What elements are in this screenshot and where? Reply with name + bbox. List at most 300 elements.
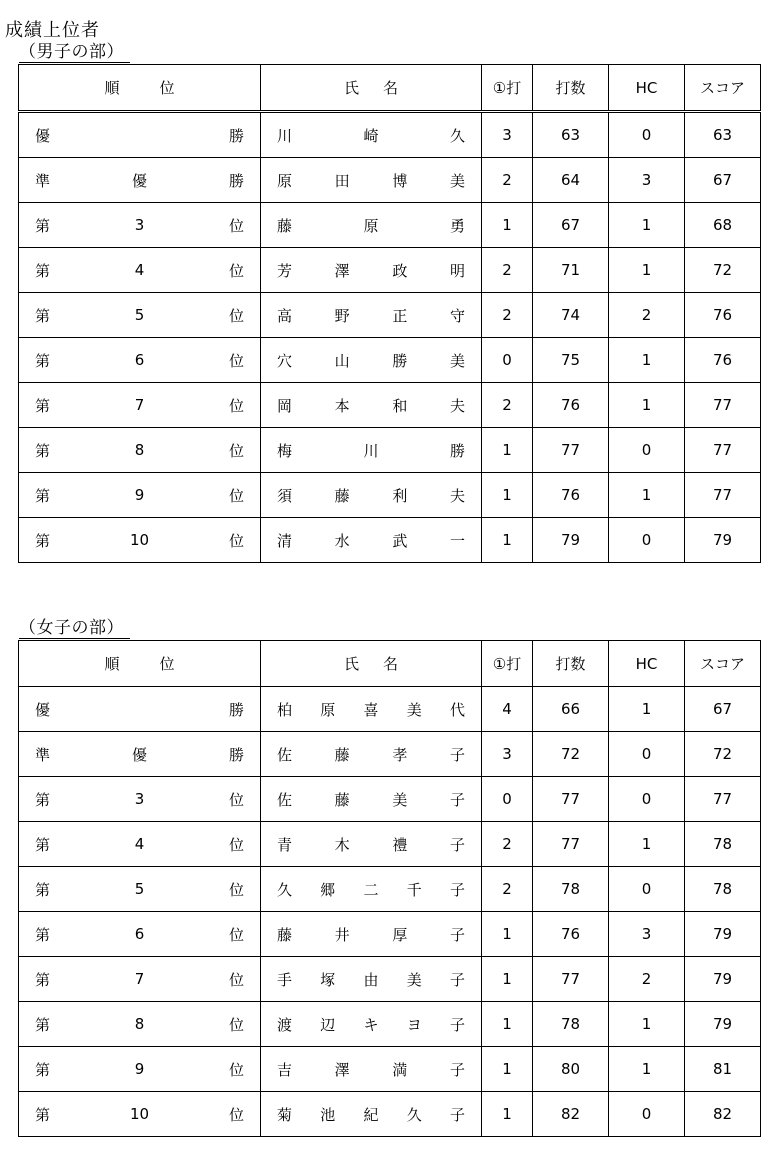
rank-char: 位	[228, 486, 244, 505]
hc-cell: 3	[609, 912, 685, 957]
player-name	[277, 530, 465, 551]
name-char: 政	[392, 261, 408, 280]
hc-cell: 0	[609, 867, 685, 912]
name-char: 芳	[277, 261, 293, 280]
score-cell: 78	[685, 822, 761, 867]
first-strokes-cell: 2	[482, 383, 533, 428]
rank-char: 第	[35, 486, 51, 505]
name-char: 夫	[449, 486, 465, 505]
rank-text	[35, 125, 244, 146]
hc-cell: 0	[609, 732, 685, 777]
name-cell	[261, 248, 482, 293]
name-char: 明	[449, 261, 465, 280]
rank-char: 第	[35, 925, 51, 944]
name-char: 美	[392, 790, 408, 809]
strokes-cell: 77	[533, 428, 609, 473]
rank-text	[35, 1059, 244, 1080]
rank-text	[35, 789, 244, 810]
player-name	[277, 395, 465, 416]
strokes-header: 打数	[533, 641, 609, 687]
name-header	[261, 65, 482, 112]
player-name	[277, 699, 465, 720]
strokes-cell: 78	[533, 867, 609, 912]
strokes-cell: 75	[533, 338, 609, 383]
first-strokes-cell: 1	[482, 1047, 533, 1092]
rank-char: 5	[134, 880, 145, 898]
name-char: 勝	[449, 441, 465, 460]
name-char: 紀	[363, 1105, 379, 1124]
rank-header	[19, 65, 261, 112]
strokes-cell: 64	[533, 158, 609, 203]
player-name	[277, 170, 465, 191]
strokes-cell: 80	[533, 1047, 609, 1092]
name-char: 美	[449, 171, 465, 190]
rank-cell	[19, 428, 261, 473]
name-cell	[261, 473, 482, 518]
name-char: 喜	[363, 700, 379, 719]
name-char: 辺	[320, 1015, 336, 1034]
name-char: 高	[277, 306, 293, 325]
hc-cell: 1	[609, 822, 685, 867]
table-row	[19, 957, 761, 1002]
hc-cell: 3	[609, 158, 685, 203]
first-strokes-cell: 3	[482, 732, 533, 777]
rank-char: 10	[129, 531, 150, 549]
name-char: 渡	[277, 1015, 293, 1034]
rank-cell	[19, 867, 261, 912]
rank-char: 第	[35, 216, 51, 235]
name-char: 菊	[277, 1105, 293, 1124]
name-char: 川	[277, 126, 293, 145]
hc-cell: 1	[609, 687, 685, 732]
name-char: 夫	[449, 396, 465, 415]
player-name	[277, 260, 465, 281]
name-header-char: 名	[383, 79, 399, 97]
strokes-cell: 79	[533, 518, 609, 563]
table-row	[19, 867, 761, 912]
rank-text	[35, 215, 244, 236]
first-strokes-cell: 1	[482, 473, 533, 518]
name-char: 美	[449, 351, 465, 370]
name-char: 澤	[334, 261, 350, 280]
rank-cell	[19, 293, 261, 338]
score-cell: 76	[685, 338, 761, 383]
score-cell: 77	[685, 777, 761, 822]
name-char: 澤	[334, 1060, 350, 1079]
first-strokes-cell: 3	[482, 112, 533, 158]
strokes-cell: 77	[533, 957, 609, 1002]
player-name	[277, 215, 465, 236]
name-char: 子	[449, 835, 465, 854]
score-cell: 82	[685, 1092, 761, 1137]
name-char: 由	[363, 970, 379, 989]
rank-char: 位	[228, 790, 244, 809]
rank-header	[19, 641, 261, 687]
strokes-cell: 77	[533, 777, 609, 822]
score-header: スコア	[685, 65, 761, 112]
rank-char: 第	[35, 396, 51, 415]
name-char: 木	[334, 835, 350, 854]
hc-cell: 1	[609, 248, 685, 293]
strokes-cell: 76	[533, 473, 609, 518]
name-cell	[261, 1092, 482, 1137]
score-cell: 72	[685, 732, 761, 777]
score-cell: 81	[685, 1047, 761, 1092]
first-strokes-cell: 0	[482, 338, 533, 383]
rank-cell	[19, 473, 261, 518]
name-char: 塚	[320, 970, 336, 989]
hc-cell: 0	[609, 1092, 685, 1137]
women-section-title: （女子の部）	[19, 618, 130, 639]
name-char: 井	[334, 925, 350, 944]
table-row	[19, 158, 761, 203]
rank-char: 位	[228, 835, 244, 854]
table-row	[19, 1002, 761, 1047]
table-row	[19, 383, 761, 428]
score-cell: 77	[685, 473, 761, 518]
rank-text	[35, 834, 244, 855]
name-cell	[261, 383, 482, 428]
name-char: 美	[406, 700, 422, 719]
hc-header: HC	[609, 65, 685, 112]
rank-header-char: 位	[159, 655, 175, 673]
name-cell	[261, 912, 482, 957]
name-char: ヨ	[406, 1015, 422, 1034]
hc-cell: 1	[609, 383, 685, 428]
hc-cell: 2	[609, 957, 685, 1002]
player-name	[277, 969, 465, 990]
first-strokes-cell: 4	[482, 687, 533, 732]
rank-char: 位	[228, 351, 244, 370]
hc-header: HC	[609, 641, 685, 687]
rank-header-char: 位	[159, 79, 175, 97]
first-strokes-cell: 1	[482, 912, 533, 957]
player-name	[277, 744, 465, 765]
name-cell	[261, 203, 482, 248]
name-char: 厚	[392, 925, 408, 944]
name-char: 藤	[334, 745, 350, 764]
men-results-table	[18, 64, 761, 563]
rank-cell	[19, 1047, 261, 1092]
rank-char: 3	[134, 216, 145, 234]
name-char: 藤	[277, 216, 293, 235]
rank-char: 第	[35, 790, 51, 809]
table-row	[19, 777, 761, 822]
rank-cell	[19, 203, 261, 248]
rank-char: 8	[134, 441, 145, 459]
name-char: キ	[363, 1015, 379, 1034]
name-char: 久	[406, 1105, 422, 1124]
name-char: 青	[277, 835, 293, 854]
score-cell: 76	[685, 293, 761, 338]
name-char: 藤	[277, 925, 293, 944]
name-cell	[261, 293, 482, 338]
rank-char: 優	[131, 745, 147, 764]
score-cell: 63	[685, 112, 761, 158]
rank-cell	[19, 822, 261, 867]
rank-char: 優	[131, 171, 147, 190]
rank-char: 優	[35, 700, 51, 719]
name-char: 勇	[449, 216, 465, 235]
table-row	[19, 687, 761, 732]
name-char: 子	[449, 1105, 465, 1124]
name-char: 野	[334, 306, 350, 325]
name-char: 子	[449, 925, 465, 944]
rank-char: 8	[134, 1015, 145, 1033]
women-results-table	[18, 640, 761, 1137]
name-char: 藤	[334, 486, 350, 505]
first-strokes-cell: 1	[482, 203, 533, 248]
name-char: 久	[449, 126, 465, 145]
rank-char: 位	[228, 441, 244, 460]
rank-cell	[19, 158, 261, 203]
rank-cell	[19, 338, 261, 383]
rank-char: 4	[134, 261, 145, 279]
hc-cell: 1	[609, 473, 685, 518]
name-char: 崎	[363, 126, 379, 145]
rank-header-char: 順	[104, 655, 120, 673]
rank-char: 3	[134, 790, 145, 808]
name-char: 田	[334, 171, 350, 190]
score-cell: 67	[685, 158, 761, 203]
score-cell: 77	[685, 428, 761, 473]
rank-char: 位	[228, 531, 244, 550]
name-cell	[261, 687, 482, 732]
hc-cell: 0	[609, 777, 685, 822]
name-char: 代	[449, 700, 465, 719]
name-header-chars	[261, 653, 481, 674]
name-char: 水	[334, 531, 350, 550]
score-cell: 79	[685, 912, 761, 957]
name-char: 千	[406, 880, 422, 899]
name-cell	[261, 732, 482, 777]
rank-char: 準	[35, 171, 51, 190]
score-cell: 79	[685, 1002, 761, 1047]
strokes-cell: 63	[533, 112, 609, 158]
name-cell	[261, 1002, 482, 1047]
rank-text	[35, 395, 244, 416]
table-row	[19, 732, 761, 777]
hc-cell: 0	[609, 428, 685, 473]
name-header-char: 氏	[343, 655, 359, 673]
name-cell	[261, 822, 482, 867]
name-char: 博	[392, 171, 408, 190]
rank-char: 位	[228, 216, 244, 235]
first-strokes-header: ①打	[482, 641, 533, 687]
player-name	[277, 879, 465, 900]
strokes-cell: 77	[533, 822, 609, 867]
name-char: 孝	[392, 745, 408, 764]
name-cell	[261, 158, 482, 203]
first-strokes-cell: 2	[482, 293, 533, 338]
rank-char: 9	[134, 1060, 145, 1078]
name-char: 穴	[277, 351, 293, 370]
table-row	[19, 1047, 761, 1092]
first-strokes-header: ①打	[482, 65, 533, 112]
strokes-cell: 76	[533, 912, 609, 957]
rank-cell	[19, 248, 261, 293]
table-row	[19, 428, 761, 473]
rank-cell	[19, 383, 261, 428]
rank-cell	[19, 777, 261, 822]
rank-char: 位	[228, 396, 244, 415]
hc-cell: 0	[609, 518, 685, 563]
name-char: 佐	[277, 790, 293, 809]
name-char: 子	[449, 790, 465, 809]
rank-char: 第	[35, 531, 51, 550]
document-title: 成績上位者	[5, 20, 100, 41]
first-strokes-cell: 0	[482, 777, 533, 822]
men-table-body	[19, 112, 761, 563]
strokes-header: 打数	[533, 65, 609, 112]
rank-char: 位	[228, 970, 244, 989]
table-row	[19, 822, 761, 867]
name-cell	[261, 777, 482, 822]
name-char: 須	[277, 486, 293, 505]
rank-cell	[19, 518, 261, 563]
first-strokes-cell: 2	[482, 867, 533, 912]
player-name	[277, 834, 465, 855]
name-char: 手	[277, 970, 293, 989]
rank-char: 4	[134, 835, 145, 853]
rank-text	[35, 305, 244, 326]
player-name	[277, 350, 465, 371]
player-name	[277, 125, 465, 146]
first-strokes-cell: 1	[482, 428, 533, 473]
table-row	[19, 912, 761, 957]
rank-text	[35, 744, 244, 765]
name-char: 吉	[277, 1060, 293, 1079]
name-header	[261, 641, 482, 687]
hc-cell: 2	[609, 293, 685, 338]
strokes-cell: 76	[533, 383, 609, 428]
rank-cell	[19, 112, 261, 158]
strokes-cell: 78	[533, 1002, 609, 1047]
rank-char: 勝	[228, 700, 244, 719]
player-name	[277, 1104, 465, 1125]
rank-char: 第	[35, 880, 51, 899]
rank-char: 6	[134, 351, 145, 369]
name-char: 正	[392, 306, 408, 325]
player-name	[277, 485, 465, 506]
rank-char: 勝	[228, 745, 244, 764]
hc-cell: 1	[609, 203, 685, 248]
first-strokes-cell: 2	[482, 822, 533, 867]
rank-char: 第	[35, 261, 51, 280]
name-char: 原	[320, 700, 336, 719]
player-name	[277, 924, 465, 945]
table-row	[19, 203, 761, 248]
rank-char: 第	[35, 1105, 51, 1124]
table-header-row	[19, 65, 761, 112]
rank-char: 7	[134, 396, 145, 414]
rank-cell	[19, 1092, 261, 1137]
rank-char: 位	[228, 1060, 244, 1079]
player-name	[277, 1059, 465, 1080]
table-row	[19, 293, 761, 338]
rank-cell	[19, 687, 261, 732]
rank-char: 第	[35, 835, 51, 854]
name-header-chars	[261, 77, 481, 98]
name-char: 藤	[334, 790, 350, 809]
rank-char: 位	[228, 1105, 244, 1124]
name-char: 梅	[277, 441, 293, 460]
name-char: 子	[449, 1015, 465, 1034]
table-row	[19, 112, 761, 158]
table-row	[19, 1092, 761, 1137]
first-strokes-cell: 1	[482, 1002, 533, 1047]
rank-text	[35, 879, 244, 900]
first-strokes-cell: 1	[482, 518, 533, 563]
rank-header-char: 順	[104, 79, 120, 97]
hc-cell: 1	[609, 338, 685, 383]
strokes-cell: 72	[533, 732, 609, 777]
strokes-cell: 67	[533, 203, 609, 248]
score-header: スコア	[685, 641, 761, 687]
name-cell	[261, 957, 482, 1002]
rank-char: 位	[228, 880, 244, 899]
rank-cell	[19, 957, 261, 1002]
strokes-cell: 71	[533, 248, 609, 293]
hc-cell: 1	[609, 1047, 685, 1092]
first-strokes-cell: 1	[482, 957, 533, 1002]
rank-char: 5	[134, 306, 145, 324]
rank-text	[35, 969, 244, 990]
first-strokes-cell: 2	[482, 248, 533, 293]
hc-cell: 0	[609, 112, 685, 158]
name-cell	[261, 112, 482, 158]
player-name	[277, 1014, 465, 1035]
rank-char: 勝	[228, 126, 244, 145]
score-cell: 79	[685, 957, 761, 1002]
rank-text	[35, 260, 244, 281]
name-char: 子	[449, 880, 465, 899]
rank-text	[35, 440, 244, 461]
name-char: 禮	[392, 835, 408, 854]
rank-char: 10	[129, 1105, 150, 1123]
rank-cell	[19, 732, 261, 777]
name-char: 子	[449, 745, 465, 764]
player-name	[277, 440, 465, 461]
score-cell: 79	[685, 518, 761, 563]
table-row	[19, 518, 761, 563]
rank-text	[35, 530, 244, 551]
strokes-cell: 74	[533, 293, 609, 338]
score-cell: 77	[685, 383, 761, 428]
rank-char: 9	[134, 486, 145, 504]
name-char: 勝	[392, 351, 408, 370]
name-char: 子	[449, 970, 465, 989]
first-strokes-cell: 2	[482, 158, 533, 203]
rank-char: 7	[134, 970, 145, 988]
first-strokes-cell: 1	[482, 1092, 533, 1137]
name-char: 原	[363, 216, 379, 235]
name-char: 川	[363, 441, 379, 460]
score-cell: 67	[685, 687, 761, 732]
rank-char: 準	[35, 745, 51, 764]
name-char: 満	[392, 1060, 408, 1079]
rank-char: 位	[228, 925, 244, 944]
name-cell	[261, 428, 482, 473]
strokes-cell: 82	[533, 1092, 609, 1137]
rank-char: 第	[35, 351, 51, 370]
name-char: 岡	[277, 396, 293, 415]
rank-char: 第	[35, 441, 51, 460]
rank-cell	[19, 1002, 261, 1047]
name-char: 山	[334, 351, 350, 370]
name-header-char: 氏	[343, 79, 359, 97]
name-header-char: 名	[383, 655, 399, 673]
